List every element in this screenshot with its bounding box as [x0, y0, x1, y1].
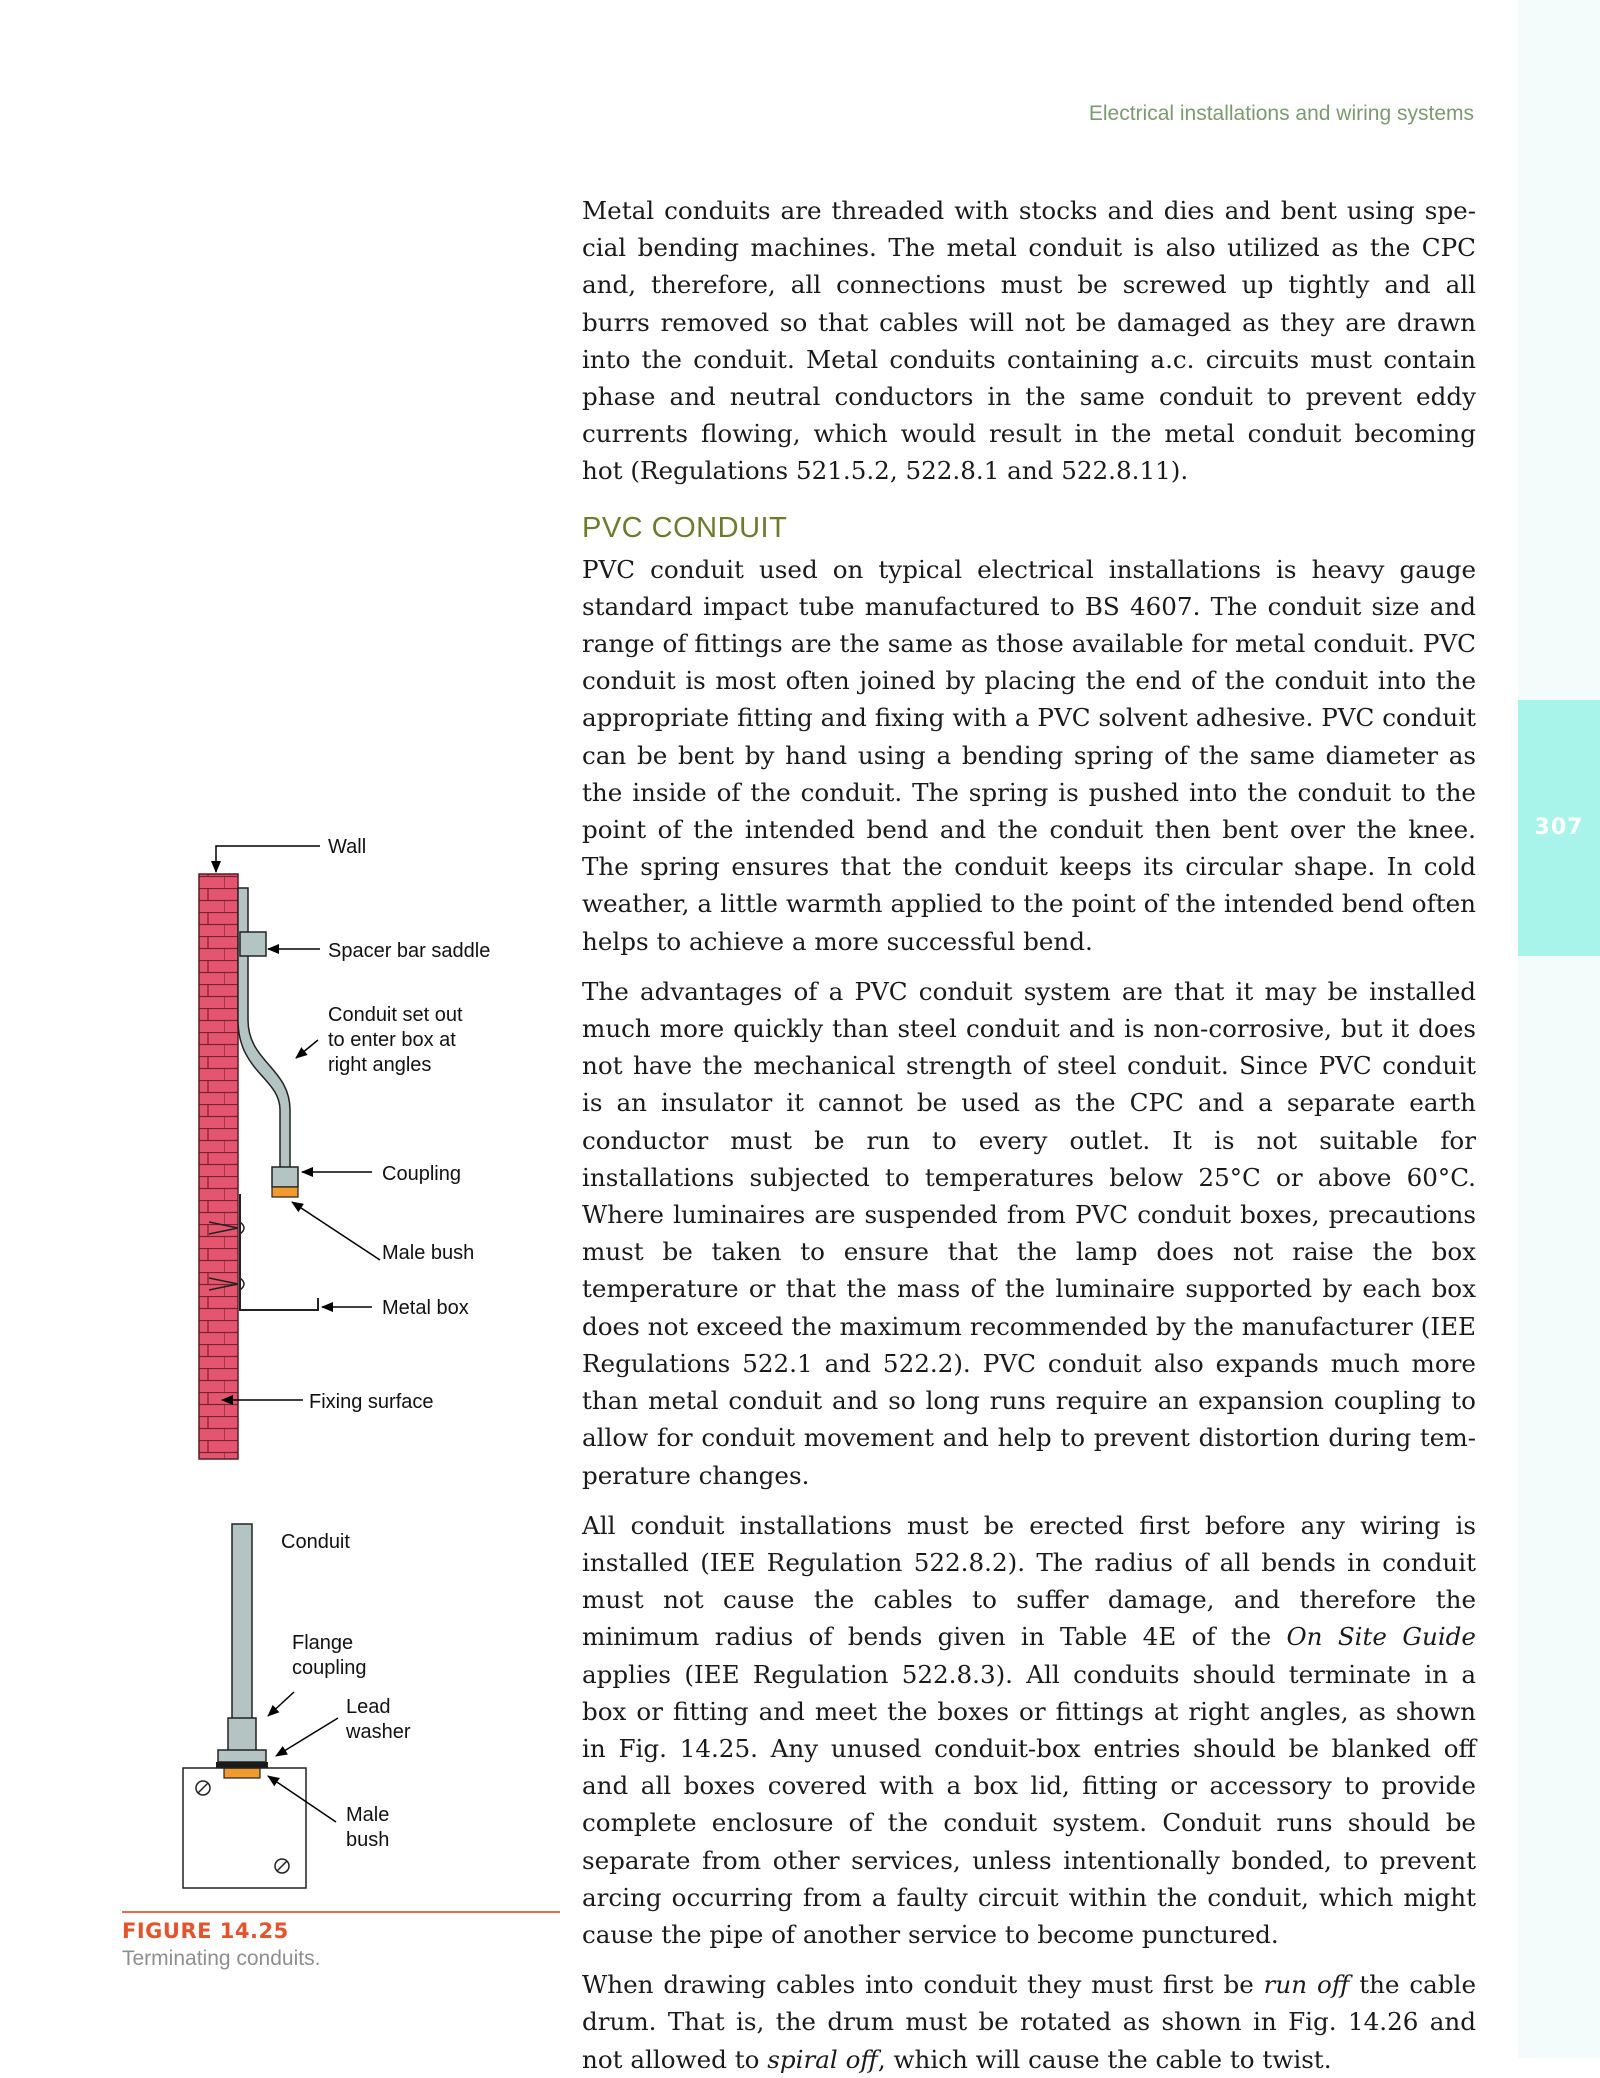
bottom-leaders	[268, 1692, 338, 1822]
emphasis: On Site Guide	[1286, 1622, 1476, 1652]
emphasis: run off	[1263, 1970, 1350, 2000]
text-run: applies (IEE Regulation 522.8.3). All conduits should terminate in a box or fitting and meet the boxes or fittings at right angles, as shown in Fig. 14.25. Any unused conduit-box entries should be blanked off and all boxes covered with a box lid, fitting or accessory to provide complete enclosure of the conduit system. Conduit runs should be separate from other services, unless intentionally bonded, to prevent arcing occurring from a faulty circuit within the conduit, which might cause the pipe of another service to become punctured.	[582, 1659, 1476, 1949]
figure-rule	[122, 1911, 560, 1913]
label-coupling: Coupling	[382, 1163, 461, 1185]
label-lead-2: washer	[346, 1721, 411, 1743]
male-bush	[224, 1768, 260, 1778]
top-drawing	[199, 874, 318, 1459]
label-wall: Wall	[328, 836, 367, 858]
label-lead-1: Lead	[346, 1696, 391, 1718]
spacer-bar-saddle	[240, 932, 266, 956]
label-flange-1: Flange	[292, 1632, 354, 1654]
label-spacer-bar-saddle: Spacer bar saddle	[328, 940, 491, 962]
text-run: the cable drum. That is, the drum must be rotated as shown in Fig. 14.26 and not allowed to	[582, 1970, 1476, 2074]
paragraph: Metal conduits are threaded with stocks and dies and bent using special bending machines. The metal conduit is also utilized as the CPC and, therefore, all connections must be screwed up tightly and all burrs removed so that cables will not be damaged as they are drawn into the conduit. Metal conduits containing a.c. circuits must contain phase and neutral conductors in the same conduit to prevent eddy currents flowing, which would result in the metal conduit becoming hot (Regulations 521.5.2, 522.8.1 and 522.8.11).	[582, 196, 1476, 486]
label-male-bush: Male bush	[382, 1242, 475, 1264]
emphasis: spiral off	[767, 2044, 878, 2074]
top-labels	[309, 836, 490, 1413]
paragraph	[582, 1966, 1476, 2078]
label-metal-box: Metal box	[382, 1297, 469, 1319]
section-heading: PVC CONDUIT	[582, 511, 788, 544]
flange-coupling	[228, 1718, 256, 1752]
text-run: When drawing cables into conduit they must first be	[582, 1970, 1264, 2000]
label-male-2: bush	[346, 1829, 390, 1851]
body-text	[582, 192, 1476, 2078]
label-set-out-1: Conduit set out	[328, 1004, 463, 1026]
running-head: Electrical installations and wiring systems	[1088, 102, 1474, 125]
lead-washer	[216, 1762, 268, 1768]
paragraph: The advantages of a PVC conduit system are that it may be installed much more quickly than steel conduit and is non-corrosive, but it does not have the mechanical strength of steel conduit. Since PVC conduit is an insulator it cannot be used as the CPC and a separate earth conductor must be run to every outlet. It is not suitable for installations subjected to temperatures below 25°C or above 60°C. Where luminaires are suspended from PVC conduit boxes, precautions must be taken to ensure that the lamp does not raise the box temperature or that the mass of the luminaire supported by each box does not exceed the maximum recommended by the manufacturer (IEE Regulations 522.1 and 522.2). PVC conduit also expands much more than metal conduit and so long runs require an expansion coupling to allow for conduit movement and help to prevent distortion during temperature changes.	[582, 976, 1476, 1490]
label-set-out-2: to enter box at	[328, 1029, 456, 1051]
text-run: , which will cause the cable to twist.	[877, 2044, 1332, 2074]
flange	[218, 1750, 266, 1762]
label-set-out-3: right angles	[328, 1054, 432, 1076]
figure-caption: Terminating conduits.	[122, 1947, 321, 1970]
conduit-pipe	[238, 888, 290, 1168]
label-conduit: Conduit	[281, 1531, 350, 1553]
conduit-pipe	[232, 1524, 252, 1720]
text-run: All conduit installations must be erected first before any wiring is installed (IEE Regulation 522.8.2). The radius of all bends in conduit must not cause the cables to suffer damage, and therefore the minimum radius of bends given in Table 4E of the	[582, 1510, 1476, 1652]
page-number: 307	[1534, 815, 1584, 840]
label-male-1: Male	[346, 1804, 390, 1826]
label-fixing-surface: Fixing surface	[309, 1391, 434, 1413]
figure-diagram	[0, 0, 600, 2058]
paragraph	[582, 1507, 1476, 1953]
paragraph: PVC conduit used on typical electrical installations is heavy gauge standard impact tube manufactured to BS 4607. The conduit size and range of fittings are the same as those available for metal conduit. PVC conduit is most often joined by placing the end of the conduit into the appropriate fitting and fixing with a PVC solvent adhesive. PVC conduit can be bent by hand using a bending spring of the same diameter as the inside of the conduit. The spring is pushed into the conduit to the point of the intended bend and the conduit then bent over the knee. The spring ensures that the conduit keeps its circular shape. In cold weather, a little warmth applied to the point of the intended bend often helps to achieve a more successful bend.	[582, 554, 1476, 956]
bottom-drawing	[183, 1524, 306, 1888]
bottom-labels	[281, 1531, 411, 1851]
label-flange-2: coupling	[292, 1657, 367, 1679]
coupling	[272, 1167, 298, 1187]
brick-wall	[199, 874, 238, 1459]
figure-label: FIGURE 14.25	[122, 1919, 289, 1943]
male-bush	[272, 1187, 298, 1197]
margin-strip	[1518, 0, 1600, 2058]
